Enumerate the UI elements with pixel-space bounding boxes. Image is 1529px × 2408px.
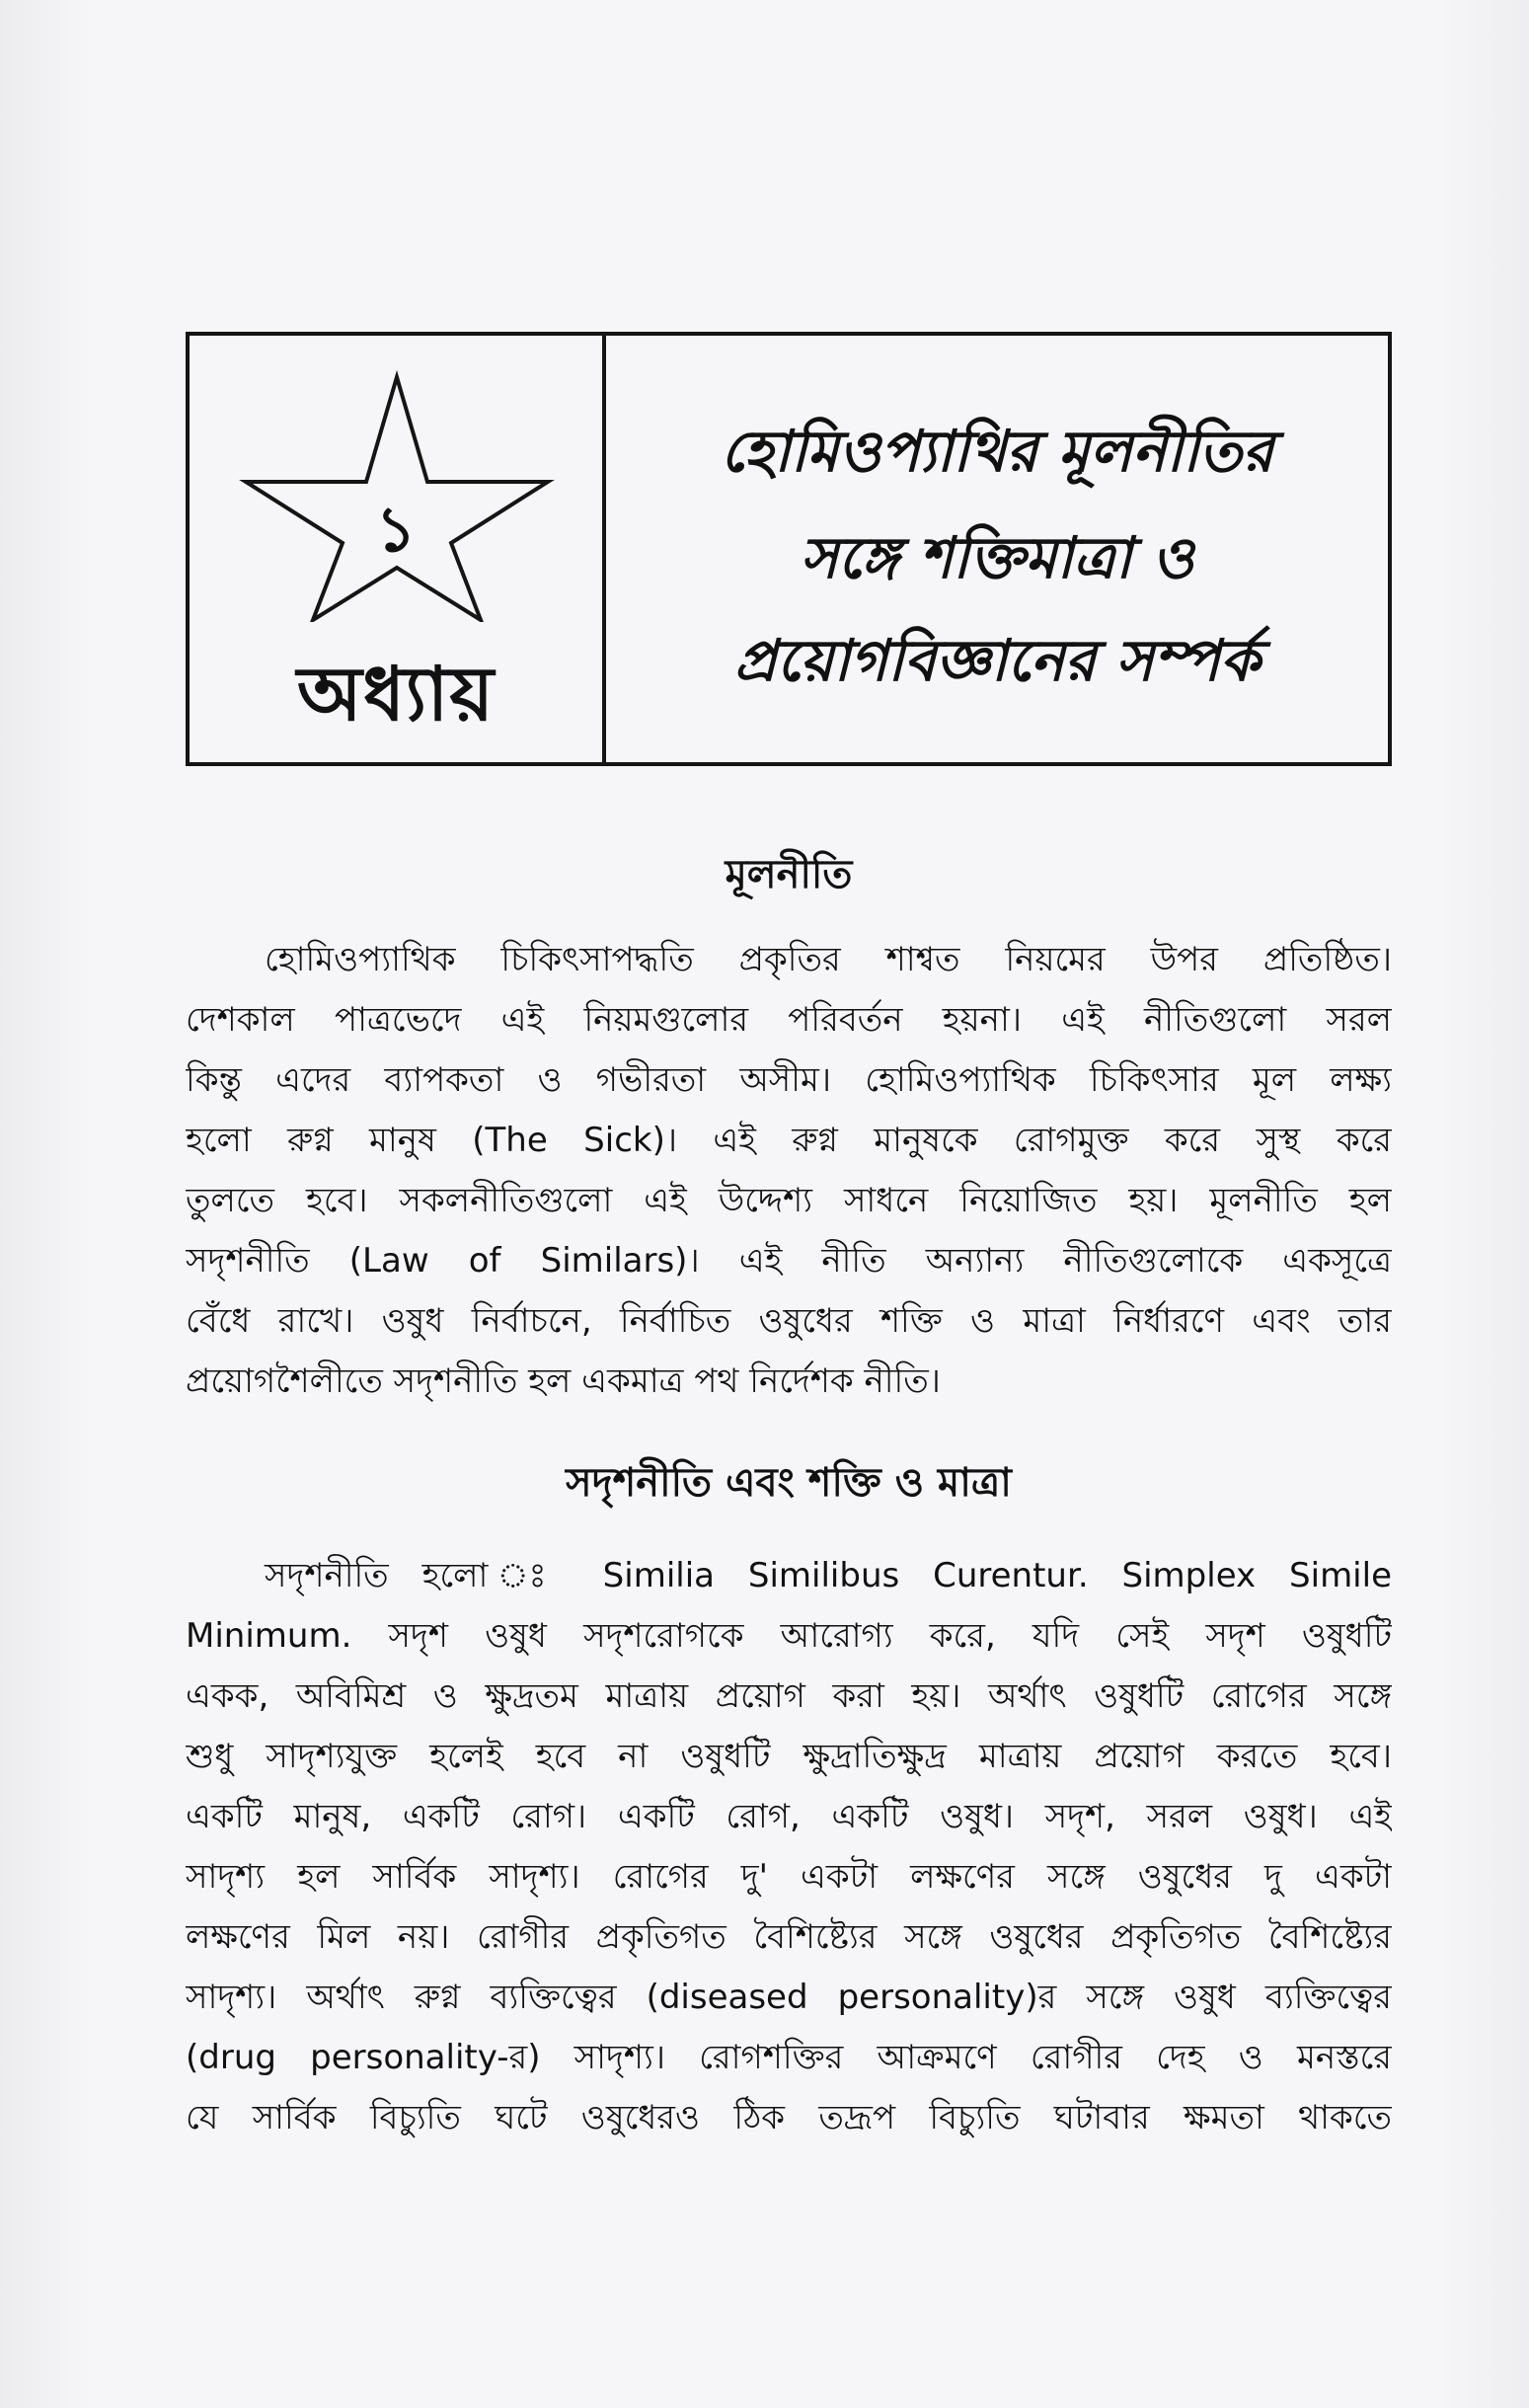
text-line: একক, অবিমিশ্র ও ক্ষুদ্রতম মাত্রায় প্রয়োগ করা হয়। অর্থাৎ ওষুধটি রোগের সঙ্গে <box>186 1676 1392 1716</box>
text-line: Minimum. সদৃশ ওষুধ সদৃশরোগকে আরোগ্য করে, যদি সেই সদৃশ ওষুধটি <box>186 1616 1392 1656</box>
text-line: হোমিওপ্যাথিক চিকিৎসাপদ্ধতি প্রকৃতির শাশ্বত নিয়মের উপর প্রতিষ্ঠিত। <box>265 940 1392 979</box>
chapter-number: ১ <box>375 494 417 567</box>
text-line: সাদৃশ্য হল সার্বিক সাদৃশ্য। রোগের দু' একটা লক্ষণের সঙ্গে ওষুধের দু একটা <box>186 1857 1392 1897</box>
text-line: (drug personality-র) সাদৃশ্য। রোগশক্তির আক্রমণে রোগীর দেহ ও মনস্তরে <box>186 2038 1392 2077</box>
text-line: তুলতে হবে। সকলনীতিগুলো এই উদ্দেশ্য সাধনে নিয়োজিত হয়। মূলনীতি হল <box>186 1181 1392 1220</box>
text-line: সদৃশনীতি হলো ঃ Similia Similibus Curentur. Simplex Simile <box>265 1556 1392 1595</box>
text-line: একটি মানুষ, একটি রোগ। একটি রোগ, একটি ওষুধ। সদৃশ, সরল ওষুধ। এই <box>186 1797 1392 1836</box>
text-line: দেশকাল পাত্রভেদে এই নিয়মগুলোর পরিবর্তন হয়না। এই নীতিগুলো সরল <box>186 1000 1392 1040</box>
chapter-label: অধ্যায় <box>296 650 496 738</box>
text-line: হলো রুগ্ন মানুষ (The Sick)। এই রুগ্ন মানুষকে রোগমুক্ত করে সুস্থ করে <box>186 1121 1392 1160</box>
section-paragraph <box>186 930 1392 1412</box>
text-line: লক্ষণের মিল নয়। রোগীর প্রকৃতিগত বৈশিষ্ট্যের সঙ্গে ওষুধের প্রকৃতিগত বৈশিষ্ট্যের <box>186 1917 1392 1957</box>
chapter-title-line: সঙ্গে শক্তিমাত্রা ও <box>800 524 1194 591</box>
chapter-badge <box>190 336 606 762</box>
chapter-title-line: প্রয়োগবিজ্ঞানের সম্পর্ক <box>733 627 1261 694</box>
chapter-header-box <box>186 332 1392 766</box>
section-heading: সদৃশনীতি এবং শক্তি ও মাত্রা <box>566 1460 1012 1506</box>
chapter-title <box>606 336 1388 762</box>
section-paragraph <box>186 1546 1392 2148</box>
text-line: শুধু সাদৃশ্যযুক্ত হলেই হবে না ওষুধটি ক্ষুদ্রাতিক্ষুদ্র মাত্রায় প্রয়োগ করতে হবে। <box>186 1737 1392 1776</box>
text-line: সদৃশনীতি (Law of Similars)। এই নীতি অন্যান্য নীতিগুলোকে একসূত্রে <box>186 1241 1392 1281</box>
text-line: প্রয়োগশৈলীতে সদৃশনীতি হল একমাত্র পথ নির্দেশক নীতি। <box>186 1361 941 1401</box>
chapter-title-line: হোমিওপ্যাথির মূলনীতির <box>720 418 1274 485</box>
text-line: যে সার্বিক বিচ্যুতি ঘটে ওষুধেরও ঠিক তদ্রূপ বিচ্যুতি ঘটাবার ক্ষমতা থাকতে <box>186 2098 1392 2137</box>
text-line: সাদৃশ্য। অর্থাৎ রুগ্ন ব্যক্তিত্বের (diseased personality)র সঙ্গে ওষুধ ব্যক্তিত্বের <box>186 1978 1392 2017</box>
section-heading: মূলনীতি <box>725 852 853 897</box>
text-line: বেঁধে রাখে। ওষুধ নির্বাচনে, নির্বাচিত ওষুধের শক্তি ও মাত্রা নির্ধারণে এবং তার <box>186 1301 1392 1341</box>
text-line: কিন্তু এদের ব্যাপকতা ও গভীরতা অসীম। হোমিওপ্যাথিক চিকিৎসার মূল লক্ষ্য <box>186 1060 1392 1100</box>
